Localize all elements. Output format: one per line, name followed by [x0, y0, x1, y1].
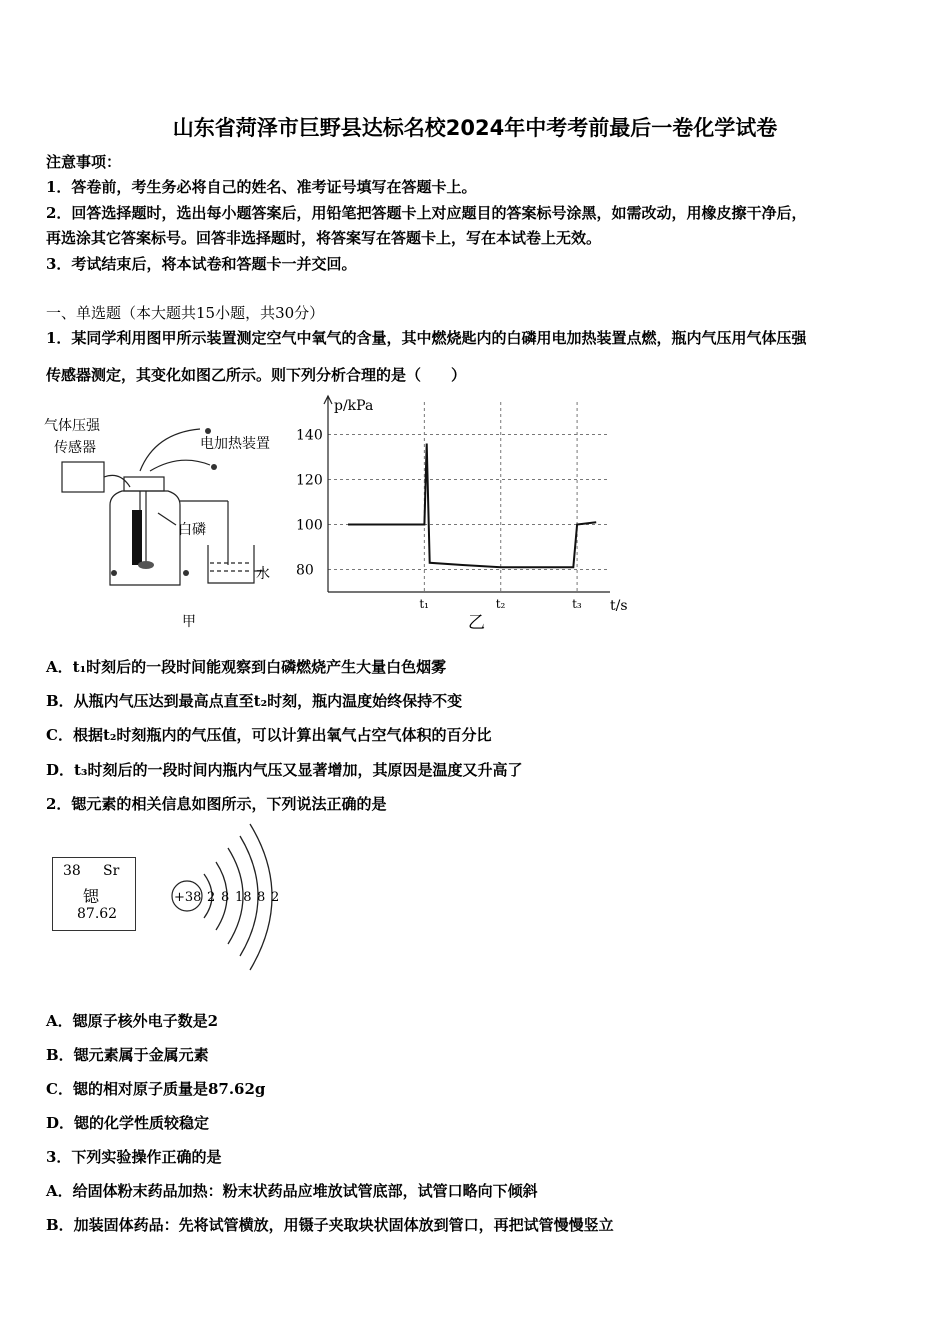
- water-label: 水: [256, 566, 270, 582]
- figure-pressure-chart: [290, 392, 640, 637]
- shell-count-2: 8: [221, 890, 230, 905]
- q1-option-c: C．根据t₂时刻瓶内的气压值，可以计算出氧气占空气体积的百分比: [46, 726, 492, 744]
- heater-terminal-2: [211, 464, 217, 470]
- pressure-series-line: [348, 444, 596, 568]
- q1-stem-a: 1．某同学利用图甲所示装置测定空气中氧气的含量，其中燃烧匙内的白磷用电加热装置点燃，瓶内气压用气体压强: [46, 329, 807, 347]
- q1-option-a: A．t₁时刻后的一段时间能观察到白磷燃烧产生大量白色烟雾: [46, 658, 447, 676]
- atom-structure-diagram: [160, 820, 290, 975]
- element-name: 锶: [83, 887, 100, 906]
- heater-label: 电加热装置: [200, 436, 270, 452]
- notice-item-2b: 再选涂其它答案标号。回答非选择题时，将答案写在答题卡上，写在本试卷上无效。: [46, 229, 602, 247]
- stopper: [124, 477, 164, 491]
- phosphorus-cup: [138, 561, 154, 569]
- x-tick-label-t1: t₁: [419, 597, 430, 611]
- q3-option-a: A．给固体粉末药品加热：粉末状药品应堆放试管底部，试管口略向下倾斜: [46, 1182, 538, 1200]
- heater-wire-1: [140, 429, 200, 471]
- q2-option-d: D．锶的化学性质较稳定: [46, 1114, 210, 1132]
- notice-item-1: 1．答卷前，考生务必将自己的姓名、准考证号填写在答题卡上。: [46, 178, 477, 196]
- notice-item-3: 3．考试结束后，将本试卷和答题卡一并交回。: [46, 255, 357, 273]
- atomic-mass: 87.62: [77, 906, 118, 922]
- x-tick-label-t3: t₃: [572, 597, 582, 611]
- y-tick-label-120: 120: [296, 472, 323, 489]
- figure-yi-caption: 乙: [468, 613, 485, 633]
- phosphorus-label: 白磷: [178, 522, 206, 538]
- x-tick-label-t2: t₂: [495, 597, 506, 611]
- q2-stem: 2．锶元素的相关信息如图所示，下列说法正确的是: [46, 795, 387, 813]
- section-heading: 一、单选题（本大题共15小题，共30分）: [46, 304, 325, 322]
- element-symbol: Sr: [103, 863, 120, 879]
- shell-count-5: 2: [271, 890, 280, 905]
- notice-item-2a: 2．回答选择题时，选出每小题答案后，用铅笔把答题卡上对应题目的答案标号涂黑，如需改动，用橡皮擦干净后，: [46, 204, 807, 222]
- q2-option-a: A．锶原子核外电子数是2: [46, 1012, 219, 1030]
- q1-stem-b: 传感器测定，其变化如图乙所示。则下列分析合理的是（ ）: [46, 366, 467, 384]
- atomic-number: 38: [63, 863, 81, 879]
- shell-count-4: 8: [257, 890, 266, 905]
- notice-heading: 注意事项：: [46, 153, 122, 171]
- page-title: 山东省菏泽市巨野县达标名校2024年中考考前最后一卷化学试卷: [172, 116, 778, 140]
- q2-option-c: C．锶的相对原子质量是87.62g: [46, 1080, 266, 1098]
- element-card: [52, 857, 136, 931]
- q2-option-b: B．锶元素属于金属元素: [46, 1046, 209, 1064]
- phosphorus-spoon: [132, 510, 142, 565]
- nucleus-charge: +38: [174, 890, 202, 905]
- q3-option-b: B．加装固体药品：先将试管横放，用镊子夹取块状固体放到管口，再把试管慢慢竖立: [46, 1216, 614, 1234]
- clamp-icon: [183, 570, 189, 576]
- pressure-chart-svg: [290, 392, 640, 637]
- q1-option-b: B．从瓶内气压达到最高点直至t₂时刻，瓶内温度始终保持不变: [46, 692, 463, 710]
- sensor-box: [62, 462, 104, 492]
- y-tick-label-140: 140: [296, 427, 323, 444]
- atom-shells-svg: [160, 820, 290, 975]
- figure-jia-caption: 甲: [182, 614, 196, 630]
- figure-apparatus: [40, 405, 300, 635]
- sensor-label-2: 传感器: [54, 440, 96, 456]
- beaker: [208, 545, 254, 583]
- q3-stem: 3．下列实验操作正确的是: [46, 1148, 222, 1166]
- y-axis-label: p/kPa: [334, 398, 374, 414]
- q1-option-d: D．t₃时刻后的一段时间内瓶内气压又显著增加，其原因是温度又升高了: [46, 761, 523, 779]
- heater-wire-2: [150, 460, 210, 471]
- shell-count-3: 18: [235, 890, 252, 905]
- clamp-icon-2: [111, 570, 117, 576]
- y-tick-label-100: 100: [296, 517, 323, 534]
- bottle: [110, 491, 180, 585]
- sensor-label-1: 气体压强: [44, 418, 100, 434]
- shell-count-1: 2: [207, 890, 216, 905]
- y-tick-label-80: 80: [296, 562, 314, 579]
- x-axis-label: t/s: [610, 598, 628, 614]
